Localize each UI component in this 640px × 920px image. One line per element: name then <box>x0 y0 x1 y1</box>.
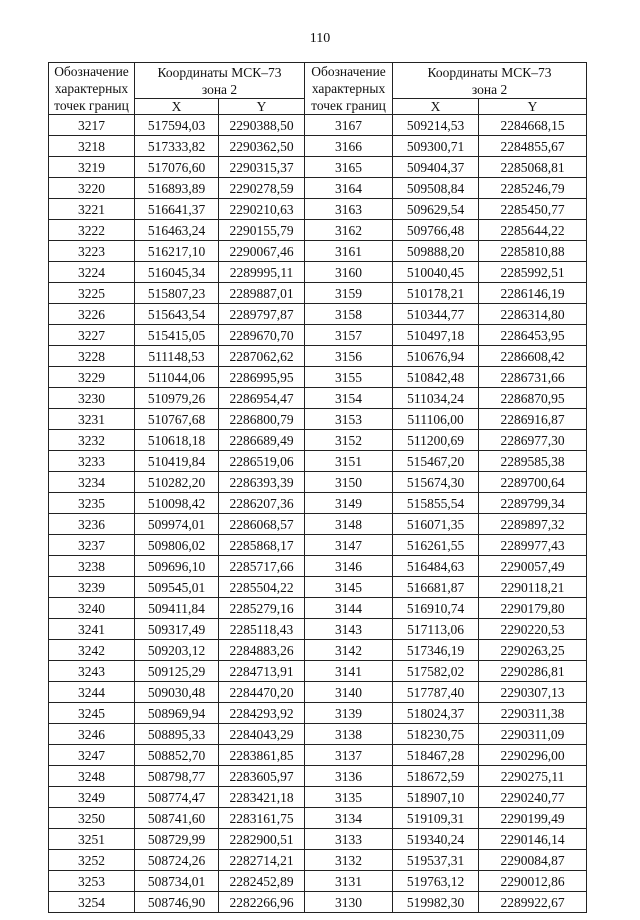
table-row <box>49 850 587 871</box>
point-id-left: 3253 <box>49 871 135 892</box>
table-row <box>49 136 587 157</box>
table-header <box>49 63 587 115</box>
y-coord-right: 2290240,77 <box>479 787 587 808</box>
x-coord-left: 508741,60 <box>135 808 219 829</box>
table-row <box>49 367 587 388</box>
point-id-right: 3165 <box>305 157 393 178</box>
point-id-right: 3159 <box>305 283 393 304</box>
x-coord-left: 508774,47 <box>135 787 219 808</box>
x-coord-left: 516641,37 <box>135 199 219 220</box>
point-id-left: 3232 <box>49 430 135 451</box>
point-id-left: 3243 <box>49 661 135 682</box>
x-coord-right: 510344,77 <box>393 304 479 325</box>
x-coord-right: 518024,37 <box>393 703 479 724</box>
point-header-line: Обозначение <box>311 64 386 79</box>
y-coord-right: 2289700,64 <box>479 472 587 493</box>
x-coord-left: 517076,60 <box>135 157 219 178</box>
x-coord-left: 510282,20 <box>135 472 219 493</box>
coords-header-line: Координаты МСК–73 <box>157 64 282 80</box>
point-id-right: 3151 <box>305 451 393 472</box>
y-header-right: Y <box>479 99 587 115</box>
x-coord-left: 509411,84 <box>135 598 219 619</box>
y-coord-right: 2285644,22 <box>479 220 587 241</box>
point-id-left: 3224 <box>49 262 135 283</box>
x-coord-left: 509030,48 <box>135 682 219 703</box>
point-id-right: 3143 <box>305 619 393 640</box>
table-row <box>49 220 587 241</box>
point-id-right: 3130 <box>305 892 393 913</box>
point-id-right: 3144 <box>305 598 393 619</box>
y-coord-left: 2290362,50 <box>219 136 305 157</box>
table-row <box>49 745 587 766</box>
x-coord-left: 510979,26 <box>135 388 219 409</box>
y-coord-left: 2290210,63 <box>219 199 305 220</box>
y-coord-left: 2282266,96 <box>219 892 305 913</box>
y-coord-right: 2286453,95 <box>479 325 587 346</box>
y-coord-left: 2289670,70 <box>219 325 305 346</box>
point-id-right: 3134 <box>305 808 393 829</box>
point-id-right: 3167 <box>305 115 393 136</box>
y-coord-left: 2283161,75 <box>219 808 305 829</box>
x-coord-right: 516484,63 <box>393 556 479 577</box>
point-id-right: 3152 <box>305 430 393 451</box>
coords-header-line: Координаты МСК–73 <box>427 64 552 80</box>
x-coord-left: 508852,70 <box>135 745 219 766</box>
point-id-left: 3233 <box>49 451 135 472</box>
point-id-left: 3221 <box>49 199 135 220</box>
x-coord-left: 509545,01 <box>135 577 219 598</box>
y-coord-left: 2283605,97 <box>219 766 305 787</box>
y-coord-right: 2290307,13 <box>479 682 587 703</box>
table-row <box>49 325 587 346</box>
x-coord-left: 511044,06 <box>135 367 219 388</box>
y-coord-right: 2290311,09 <box>479 724 587 745</box>
y-coord-right: 2290084,87 <box>479 850 587 871</box>
y-coord-right: 2286314,80 <box>479 304 587 325</box>
y-coord-left: 2284713,91 <box>219 661 305 682</box>
point-id-left: 3225 <box>49 283 135 304</box>
point-id-right: 3156 <box>305 346 393 367</box>
y-coord-right: 2286608,42 <box>479 346 587 367</box>
y-coord-left: 2282452,89 <box>219 871 305 892</box>
x-coord-left: 510618,18 <box>135 430 219 451</box>
point-id-right: 3140 <box>305 682 393 703</box>
point-id-left: 3220 <box>49 178 135 199</box>
x-coord-left: 517594,03 <box>135 115 219 136</box>
x-coord-right: 510676,94 <box>393 346 479 367</box>
point-id-right: 3166 <box>305 136 393 157</box>
x-coord-right: 517582,02 <box>393 661 479 682</box>
table-row <box>49 157 587 178</box>
y-coord-right: 2290275,11 <box>479 766 587 787</box>
y-coord-right: 2285068,81 <box>479 157 587 178</box>
y-coord-right: 2289585,38 <box>479 451 587 472</box>
x-coord-left: 509806,02 <box>135 535 219 556</box>
y-coord-left: 2286800,79 <box>219 409 305 430</box>
point-id-left: 3236 <box>49 514 135 535</box>
x-coord-left: 515643,54 <box>135 304 219 325</box>
point-id-left: 3244 <box>49 682 135 703</box>
x-coord-right: 516910,74 <box>393 598 479 619</box>
point-id-right: 3141 <box>305 661 393 682</box>
y-coord-left: 2283421,18 <box>219 787 305 808</box>
table-row <box>49 493 587 514</box>
table-row <box>49 808 587 829</box>
y-coord-right: 2290179,80 <box>479 598 587 619</box>
table-row <box>49 514 587 535</box>
table-row <box>49 346 587 367</box>
point-header-line: точек границ <box>54 98 129 113</box>
y-coord-right: 2286731,66 <box>479 367 587 388</box>
table-row <box>49 703 587 724</box>
x-coord-right: 516071,35 <box>393 514 479 535</box>
x-coord-left: 508724,26 <box>135 850 219 871</box>
x-coord-left: 509317,49 <box>135 619 219 640</box>
point-id-right: 3133 <box>305 829 393 850</box>
y-coord-left: 2285118,43 <box>219 619 305 640</box>
y-coord-left: 2287062,62 <box>219 346 305 367</box>
y-coord-right: 2286146,19 <box>479 283 587 304</box>
x-coord-left: 509125,29 <box>135 661 219 682</box>
x-coord-left: 515807,23 <box>135 283 219 304</box>
x-coord-right: 518230,75 <box>393 724 479 745</box>
point-id-left: 3238 <box>49 556 135 577</box>
x-coord-left: 516045,34 <box>135 262 219 283</box>
y-coord-left: 2286995,95 <box>219 367 305 388</box>
y-coord-left: 2283861,85 <box>219 745 305 766</box>
point-id-right: 3155 <box>305 367 393 388</box>
y-coord-right: 2285992,51 <box>479 262 587 283</box>
x-coord-right: 518467,28 <box>393 745 479 766</box>
table-body <box>49 115 587 913</box>
y-coord-left: 2290388,50 <box>219 115 305 136</box>
point-id-left: 3235 <box>49 493 135 514</box>
x-coord-right: 519982,30 <box>393 892 479 913</box>
table-row <box>49 535 587 556</box>
x-header-right: X <box>393 99 479 115</box>
y-coord-left: 2284470,20 <box>219 682 305 703</box>
point-id-right: 3153 <box>305 409 393 430</box>
point-id-right: 3160 <box>305 262 393 283</box>
point-id-left: 3245 <box>49 703 135 724</box>
point-header-line: Обозначение <box>54 64 129 79</box>
y-coord-left: 2290155,79 <box>219 220 305 241</box>
point-id-left: 3252 <box>49 850 135 871</box>
point-id-right: 3137 <box>305 745 393 766</box>
y-coord-left: 2286393,39 <box>219 472 305 493</box>
y-coord-left: 2289995,11 <box>219 262 305 283</box>
point-id-right: 3139 <box>305 703 393 724</box>
x-coord-right: 519109,31 <box>393 808 479 829</box>
y-coord-left: 2290067,46 <box>219 241 305 262</box>
x-coord-right: 509214,53 <box>393 115 479 136</box>
y-coord-left: 2289887,01 <box>219 283 305 304</box>
point-id-left: 3218 <box>49 136 135 157</box>
x-coord-right: 517787,40 <box>393 682 479 703</box>
y-coord-right: 2290199,49 <box>479 808 587 829</box>
point-header-left <box>49 63 135 115</box>
table-row <box>49 598 587 619</box>
y-coord-right: 2289897,32 <box>479 514 587 535</box>
point-id-left: 3242 <box>49 640 135 661</box>
point-header-line: точек границ <box>311 98 386 113</box>
table-row <box>49 451 587 472</box>
x-coord-right: 509404,37 <box>393 157 479 178</box>
x-coord-right: 518907,10 <box>393 787 479 808</box>
point-id-right: 3135 <box>305 787 393 808</box>
y-coord-right: 2290220,53 <box>479 619 587 640</box>
point-id-left: 3226 <box>49 304 135 325</box>
y-coord-right: 2290311,38 <box>479 703 587 724</box>
point-id-right: 3142 <box>305 640 393 661</box>
point-id-left: 3223 <box>49 241 135 262</box>
table-row <box>49 178 587 199</box>
y-coord-left: 2285279,16 <box>219 598 305 619</box>
x-coord-right: 519763,12 <box>393 871 479 892</box>
point-id-right: 3136 <box>305 766 393 787</box>
x-coord-right: 515855,54 <box>393 493 479 514</box>
point-id-right: 3157 <box>305 325 393 346</box>
table-row <box>49 409 587 430</box>
x-coord-left: 510419,84 <box>135 451 219 472</box>
x-coord-right: 511034,24 <box>393 388 479 409</box>
y-coord-right: 2284855,67 <box>479 136 587 157</box>
point-id-right: 3145 <box>305 577 393 598</box>
y-coord-left: 2285504,22 <box>219 577 305 598</box>
table-row <box>49 388 587 409</box>
y-coord-right: 2284668,15 <box>479 115 587 136</box>
point-id-left: 3239 <box>49 577 135 598</box>
point-header-line: характерных <box>311 81 386 96</box>
table-row <box>49 871 587 892</box>
y-coord-right: 2290012,86 <box>479 871 587 892</box>
table-row <box>49 640 587 661</box>
point-id-left: 3229 <box>49 367 135 388</box>
table-row <box>49 241 587 262</box>
x-coord-right: 511106,00 <box>393 409 479 430</box>
x-coord-right: 516681,87 <box>393 577 479 598</box>
point-id-right: 3131 <box>305 871 393 892</box>
x-coord-left: 508729,99 <box>135 829 219 850</box>
point-id-right: 3164 <box>305 178 393 199</box>
table-row <box>49 766 587 787</box>
y-coord-right: 2285450,77 <box>479 199 587 220</box>
y-coord-right: 2289799,34 <box>479 493 587 514</box>
point-id-left: 3217 <box>49 115 135 136</box>
table-row <box>49 283 587 304</box>
y-coord-left: 2285868,17 <box>219 535 305 556</box>
point-header-right <box>305 63 393 115</box>
coords-header-line: зона 2 <box>471 81 508 97</box>
table-row <box>49 682 587 703</box>
y-coord-right: 2289977,43 <box>479 535 587 556</box>
point-id-left: 3231 <box>49 409 135 430</box>
x-coord-left: 509974,01 <box>135 514 219 535</box>
x-coord-right: 510497,18 <box>393 325 479 346</box>
point-id-right: 3148 <box>305 514 393 535</box>
table-row <box>49 472 587 493</box>
y-header-left: Y <box>219 99 305 115</box>
y-coord-left: 2286689,49 <box>219 430 305 451</box>
point-id-right: 3162 <box>305 220 393 241</box>
point-id-right: 3158 <box>305 304 393 325</box>
coordinates-table <box>48 62 587 913</box>
y-coord-left: 2290315,37 <box>219 157 305 178</box>
x-coord-left: 515415,05 <box>135 325 219 346</box>
table-row <box>49 829 587 850</box>
point-id-left: 3222 <box>49 220 135 241</box>
coords-header-line: зона 2 <box>201 81 238 97</box>
y-coord-left: 2289797,87 <box>219 304 305 325</box>
x-coord-right: 517113,06 <box>393 619 479 640</box>
x-coord-left: 508798,77 <box>135 766 219 787</box>
y-coord-left: 2284293,92 <box>219 703 305 724</box>
point-id-left: 3254 <box>49 892 135 913</box>
x-coord-left: 516217,10 <box>135 241 219 262</box>
x-coord-right: 509766,48 <box>393 220 479 241</box>
x-coord-right: 510178,21 <box>393 283 479 304</box>
point-id-left: 3219 <box>49 157 135 178</box>
x-coord-right: 516261,55 <box>393 535 479 556</box>
x-coord-right: 509508,84 <box>393 178 479 199</box>
page-number: 110 <box>309 31 331 46</box>
x-coord-left: 508734,01 <box>135 871 219 892</box>
x-coord-left: 510098,42 <box>135 493 219 514</box>
x-coord-right: 517346,19 <box>393 640 479 661</box>
x-coord-right: 509888,20 <box>393 241 479 262</box>
y-coord-left: 2282900,51 <box>219 829 305 850</box>
y-coord-left: 2286519,06 <box>219 451 305 472</box>
point-id-left: 3228 <box>49 346 135 367</box>
table-row <box>49 724 587 745</box>
y-coord-right: 2290146,14 <box>479 829 587 850</box>
x-coord-right: 510842,48 <box>393 367 479 388</box>
coords-header-left <box>135 63 305 99</box>
y-coord-left: 2286954,47 <box>219 388 305 409</box>
x-coord-left: 509203,12 <box>135 640 219 661</box>
x-coord-left: 516893,89 <box>135 178 219 199</box>
point-id-left: 3250 <box>49 808 135 829</box>
x-coord-left: 516463,24 <box>135 220 219 241</box>
table-row <box>49 577 587 598</box>
point-id-left: 3248 <box>49 766 135 787</box>
point-id-right: 3161 <box>305 241 393 262</box>
point-id-right: 3163 <box>305 199 393 220</box>
point-id-right: 3132 <box>305 850 393 871</box>
point-id-left: 3237 <box>49 535 135 556</box>
x-coord-right: 515674,30 <box>393 472 479 493</box>
point-id-right: 3147 <box>305 535 393 556</box>
table-row <box>49 199 587 220</box>
y-coord-left: 2285717,66 <box>219 556 305 577</box>
x-coord-left: 508969,94 <box>135 703 219 724</box>
x-coord-left: 509696,10 <box>135 556 219 577</box>
point-id-left: 3241 <box>49 619 135 640</box>
y-coord-right: 2290118,21 <box>479 577 587 598</box>
y-coord-right: 2290286,81 <box>479 661 587 682</box>
table-row <box>49 115 587 136</box>
y-coord-left: 2286068,57 <box>219 514 305 535</box>
point-id-right: 3138 <box>305 724 393 745</box>
y-coord-right: 2290296,00 <box>479 745 587 766</box>
point-id-left: 3251 <box>49 829 135 850</box>
table-row <box>49 787 587 808</box>
point-id-left: 3249 <box>49 787 135 808</box>
x-coord-left: 517333,82 <box>135 136 219 157</box>
point-header-line: характерных <box>54 81 129 96</box>
point-id-left: 3246 <box>49 724 135 745</box>
table-row <box>49 556 587 577</box>
y-coord-right: 2289922,67 <box>479 892 587 913</box>
point-id-right: 3150 <box>305 472 393 493</box>
x-coord-right: 515467,20 <box>393 451 479 472</box>
y-coord-right: 2290057,49 <box>479 556 587 577</box>
x-coord-left: 510767,68 <box>135 409 219 430</box>
y-coord-left: 2284043,29 <box>219 724 305 745</box>
point-id-right: 3149 <box>305 493 393 514</box>
point-id-right: 3146 <box>305 556 393 577</box>
y-coord-right: 2290263,25 <box>479 640 587 661</box>
point-id-left: 3247 <box>49 745 135 766</box>
y-coord-left: 2282714,21 <box>219 850 305 871</box>
x-coord-right: 519537,31 <box>393 850 479 871</box>
table-row <box>49 892 587 913</box>
x-coord-right: 510040,45 <box>393 262 479 283</box>
x-coord-right: 509629,54 <box>393 199 479 220</box>
table-row <box>49 262 587 283</box>
x-coord-left: 508895,33 <box>135 724 219 745</box>
coords-header-right <box>393 63 587 99</box>
point-id-right: 3154 <box>305 388 393 409</box>
x-coord-right: 511200,69 <box>393 430 479 451</box>
table-row <box>49 304 587 325</box>
point-id-left: 3234 <box>49 472 135 493</box>
y-coord-right: 2286977,30 <box>479 430 587 451</box>
y-coord-right: 2286916,87 <box>479 409 587 430</box>
y-coord-right: 2285246,79 <box>479 178 587 199</box>
x-coord-left: 508746,90 <box>135 892 219 913</box>
x-coord-left: 511148,53 <box>135 346 219 367</box>
y-coord-left: 2286207,36 <box>219 493 305 514</box>
x-header-left: X <box>135 99 219 115</box>
point-id-left: 3240 <box>49 598 135 619</box>
table-row <box>49 430 587 451</box>
y-coord-right: 2286870,95 <box>479 388 587 409</box>
y-coord-right: 2285810,88 <box>479 241 587 262</box>
x-coord-right: 519340,24 <box>393 829 479 850</box>
point-id-left: 3230 <box>49 388 135 409</box>
point-id-left: 3227 <box>49 325 135 346</box>
x-coord-right: 509300,71 <box>393 136 479 157</box>
table-row <box>49 619 587 640</box>
y-coord-left: 2284883,26 <box>219 640 305 661</box>
x-coord-right: 518672,59 <box>393 766 479 787</box>
table-row <box>49 661 587 682</box>
y-coord-left: 2290278,59 <box>219 178 305 199</box>
